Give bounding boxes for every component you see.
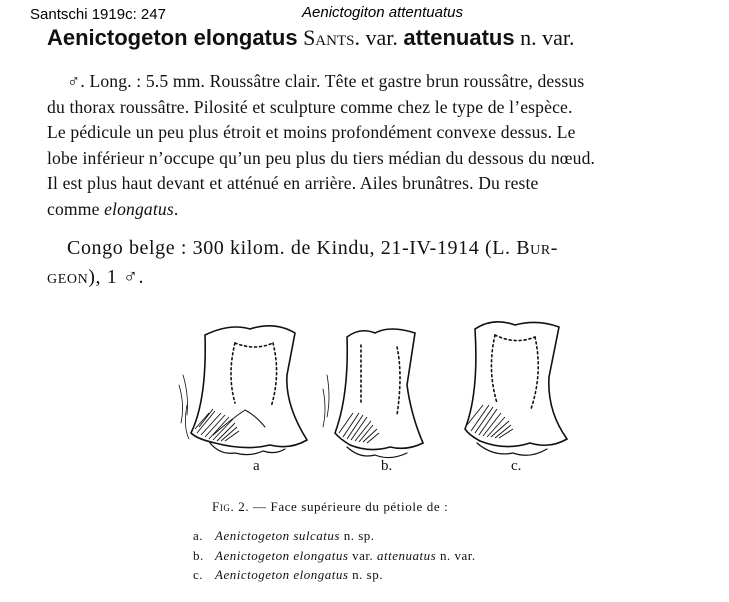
collector-name: geon: [47, 266, 89, 288]
legend-row: [193, 565, 476, 585]
header-taxon-name: Aenictogiton attentuatus: [302, 4, 463, 21]
heading-status: n. var.: [520, 25, 575, 50]
locality-paragraph: [47, 234, 707, 292]
legend-species: Aenictogeton elongatus: [215, 547, 349, 563]
caption-label: Fig.: [212, 499, 235, 514]
legend-row: [193, 526, 476, 546]
description-paragraph: [47, 69, 707, 222]
locality-text: ), 1 ♂.: [88, 266, 145, 288]
legend-species: Aenictogeton sulcatus: [215, 528, 340, 543]
description-line: ♂. Long. : 5.5 mm. Roussâtre clair. Tête et gastre brun roussâtre, dessus: [67, 71, 585, 91]
legend-row: [193, 546, 476, 566]
legend-key: a.: [193, 528, 204, 543]
locality-text: Congo belge : 300 kilom. de Kindu, 21-IV-1914 (L.: [67, 237, 517, 259]
description-line: Il est plus haut devant et atténué en arrière. Ailes brunâtres. Du reste: [47, 173, 539, 193]
locality-line: [47, 263, 707, 292]
figure-caption: [212, 498, 448, 515]
header-citation: Santschi 1919c: 247: [30, 6, 166, 23]
legend-variety: attenuatus: [377, 547, 437, 563]
description-line: Le pédicule un peu plus étroit et moins profondément convexe dessus. Le: [47, 122, 576, 142]
petiole-shading-b: [339, 413, 379, 443]
petiole-shading-c: [467, 405, 513, 438]
panel-label-a: a: [253, 458, 260, 474]
petiole-drawing-a: [179, 326, 307, 455]
description-line: lobe inférieur n’occupe qu’un peu plus du tiers médian du dessous du nœud.: [47, 147, 596, 168]
legend-status: n. sp.: [348, 567, 383, 582]
panel-label-b: b.: [381, 458, 393, 474]
locality-line: [47, 234, 707, 263]
legend-status: n. var.: [436, 547, 476, 563]
legend-key: c.: [193, 567, 204, 582]
petiole-drawing-c: [465, 322, 567, 455]
figure-legend: [193, 526, 476, 585]
description-line: [47, 197, 707, 223]
legend-status: n. sp.: [339, 528, 375, 543]
heading-author: Sants.: [303, 25, 360, 50]
description-line: du thorax roussâtre. Pilosité et sculpture comme chez le type de l’espèce.: [47, 96, 573, 117]
legend-status: var.: [348, 547, 378, 563]
panel-label-c: c.: [511, 458, 522, 474]
petiole-shading-a: [195, 409, 239, 441]
species-heading: [47, 24, 575, 52]
heading-rank: var.: [365, 25, 398, 50]
legend-species: Aenictogeton elongatus: [215, 567, 349, 582]
description-text: .: [173, 198, 179, 219]
collector-name: Bur-: [516, 237, 559, 259]
heading-variety: attenuatus: [403, 25, 515, 50]
description-italic-name: elongatus: [104, 198, 174, 219]
caption-text: 2. — Face supérieure du pétiole de :: [234, 499, 449, 514]
description-text: comme: [47, 198, 105, 219]
petiole-figure: [175, 315, 575, 490]
heading-genus-species: Aenictogeton elongatus: [47, 25, 298, 50]
legend-key: b.: [193, 547, 204, 563]
